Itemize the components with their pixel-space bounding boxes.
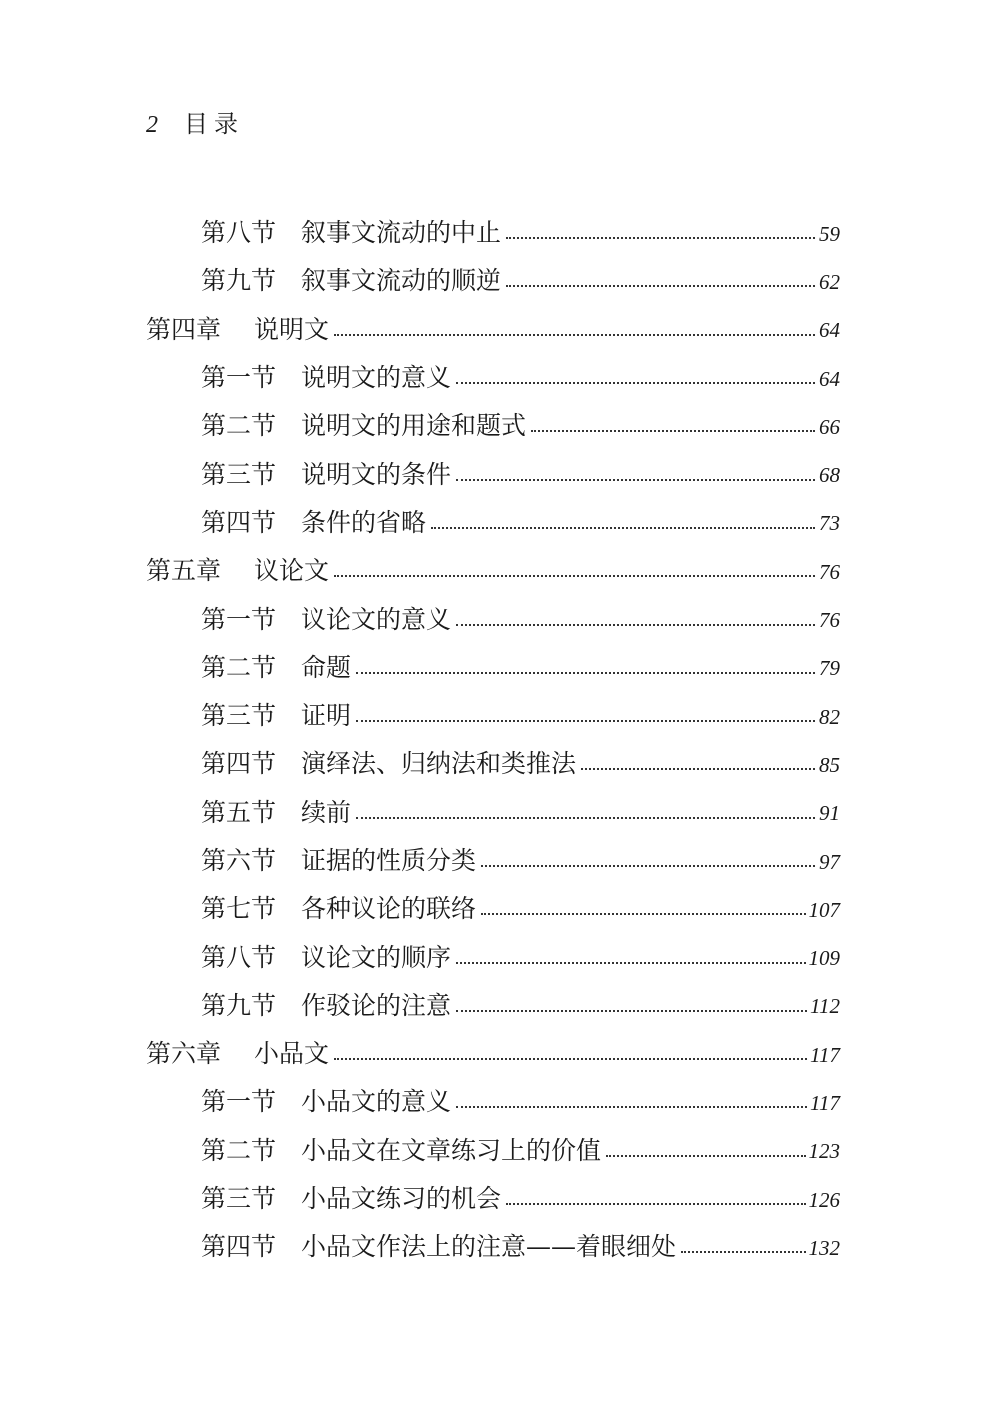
entry-number: 第三节 xyxy=(201,1184,277,1214)
entry-number: 第八节 xyxy=(201,942,277,972)
entry-number: 第四节 xyxy=(201,749,277,779)
entry-page-number: 64 xyxy=(819,366,840,391)
toc-section-entry[interactable] xyxy=(146,593,840,641)
entry-number: 第一节 xyxy=(201,1087,277,1117)
entry-title: 小品文作法上的注意——着眼细处 xyxy=(301,1232,677,1262)
entry-number: 第四节 xyxy=(201,1232,277,1262)
entry-page-number: 66 xyxy=(819,414,840,439)
entry-page-number: 112 xyxy=(810,994,840,1019)
entry-page-number: 68 xyxy=(819,463,840,488)
dot-leader xyxy=(456,624,815,626)
toc-section-entry[interactable] xyxy=(146,255,840,303)
entry-page-number: 73 xyxy=(819,511,840,536)
entry-title: 证据的性质分类 xyxy=(301,846,477,875)
dot-leader xyxy=(334,334,815,336)
entry-page-number: 117 xyxy=(810,1090,840,1115)
entry-page-number: 109 xyxy=(808,946,840,971)
dot-leader xyxy=(506,285,815,287)
entry-page-number: 79 xyxy=(819,656,840,681)
toc-section-entry[interactable] xyxy=(146,835,840,883)
entry-title: 续前 xyxy=(301,797,352,827)
entry-title: 证明 xyxy=(301,701,352,731)
toc-section-entry[interactable] xyxy=(146,738,840,786)
dot-leader xyxy=(356,817,815,819)
entry-title: 小品文练习的机会 xyxy=(301,1184,502,1214)
dot-leader xyxy=(456,1010,807,1012)
entry-page-number: 91 xyxy=(819,801,840,826)
toc-section-entry[interactable] xyxy=(146,980,840,1028)
toc-section-entry[interactable] xyxy=(146,931,840,979)
entry-title: 说明文的用途和题式 xyxy=(301,411,527,441)
entry-title: 叙事文流动的中止 xyxy=(301,218,502,248)
entry-title: 议论文 xyxy=(254,556,330,586)
entry-number: 第七节 xyxy=(201,894,277,924)
page-title: 目录 xyxy=(184,110,244,138)
entry-title: 演绎法、归纳法和类推法 xyxy=(301,749,577,779)
dot-leader xyxy=(334,575,815,577)
entry-page-number: 85 xyxy=(819,752,840,777)
entry-page-number: 117 xyxy=(810,1042,840,1067)
entry-title: 叙事文流动的顺逆 xyxy=(301,266,502,296)
dot-leader xyxy=(456,962,805,964)
toc-section-entry[interactable] xyxy=(146,497,840,545)
entry-number: 第九节 xyxy=(201,990,277,1020)
entry-title: 说明文的条件 xyxy=(301,459,452,489)
entry-page-number: 76 xyxy=(819,559,840,584)
dot-leader xyxy=(531,430,815,432)
entry-page-number: 82 xyxy=(819,704,840,729)
entry-number: 第二节 xyxy=(201,411,277,441)
entry-title: 条件的省略 xyxy=(301,507,427,537)
entry-number: 第三节 xyxy=(201,701,277,731)
entry-title: 命题 xyxy=(301,652,352,682)
toc-chapter-entry[interactable] xyxy=(146,1028,840,1076)
entry-number: 第二节 xyxy=(201,652,277,682)
entry-number: 第一节 xyxy=(201,604,277,634)
toc-chapter-entry[interactable] xyxy=(146,304,840,352)
toc-section-entry[interactable] xyxy=(146,448,840,496)
entry-page-number: 64 xyxy=(819,318,840,343)
entry-page-number: 132 xyxy=(808,1235,840,1260)
dot-leader xyxy=(456,479,815,481)
entry-page-number: 123 xyxy=(808,1139,840,1164)
entry-number: 第一节 xyxy=(201,363,277,393)
running-head xyxy=(146,108,244,141)
dot-leader xyxy=(506,1203,805,1205)
dot-leader xyxy=(356,720,815,722)
dot-leader xyxy=(581,768,815,770)
toc-section-entry[interactable] xyxy=(146,883,840,931)
dot-leader xyxy=(356,672,815,674)
table-of-contents xyxy=(146,207,840,1270)
dot-leader xyxy=(334,1058,807,1060)
entry-number: 第四章 xyxy=(146,314,222,344)
toc-section-entry[interactable] xyxy=(146,1221,840,1269)
dot-leader xyxy=(481,913,805,915)
toc-section-entry[interactable] xyxy=(146,352,840,400)
entry-number: 第六节 xyxy=(201,846,277,875)
entry-number: 第五章 xyxy=(146,556,222,586)
entry-number: 第九节 xyxy=(201,266,277,296)
entry-number: 第五节 xyxy=(201,797,277,827)
dot-leader xyxy=(681,1251,805,1253)
dot-leader xyxy=(431,527,815,529)
dot-leader xyxy=(456,1106,807,1108)
entry-title: 各种议论的联络 xyxy=(301,894,477,924)
toc-section-entry[interactable] xyxy=(146,787,840,835)
entry-number: 第三节 xyxy=(201,459,277,489)
entry-title: 小品文 xyxy=(254,1039,330,1069)
dot-leader xyxy=(606,1155,805,1157)
entry-page-number: 62 xyxy=(819,269,840,294)
entry-title: 说明文 xyxy=(254,314,330,344)
entry-page-number: 59 xyxy=(819,221,840,246)
toc-section-entry[interactable] xyxy=(146,690,840,738)
entry-number: 第八节 xyxy=(201,218,277,248)
toc-chapter-entry[interactable] xyxy=(146,545,840,593)
entry-title: 议论文的意义 xyxy=(301,604,452,634)
dot-leader xyxy=(506,237,815,239)
entry-number: 第四节 xyxy=(201,507,277,537)
toc-section-entry[interactable] xyxy=(146,1173,840,1221)
entry-title: 说明文的意义 xyxy=(301,363,452,393)
entry-title: 小品文在文章练习上的价值 xyxy=(301,1135,602,1165)
entry-title: 作驳论的注意 xyxy=(301,990,452,1020)
toc-section-entry[interactable] xyxy=(146,207,840,255)
page-number: 2 xyxy=(146,112,158,138)
toc-section-entry[interactable] xyxy=(146,642,840,690)
dot-leader xyxy=(456,382,815,384)
entry-page-number: 97 xyxy=(819,849,840,874)
entry-page-number: 126 xyxy=(808,1187,840,1212)
entry-number: 第六章 xyxy=(146,1039,222,1069)
entry-page-number: 76 xyxy=(819,608,840,633)
entry-page-number: 107 xyxy=(808,897,840,922)
toc-section-entry[interactable] xyxy=(146,400,840,448)
entry-title: 议论文的顺序 xyxy=(301,942,452,972)
toc-section-entry[interactable] xyxy=(146,1076,840,1124)
toc-section-entry[interactable] xyxy=(146,1125,840,1173)
entry-title: 小品文的意义 xyxy=(301,1087,452,1117)
dot-leader xyxy=(481,865,815,867)
entry-number: 第二节 xyxy=(201,1135,277,1165)
